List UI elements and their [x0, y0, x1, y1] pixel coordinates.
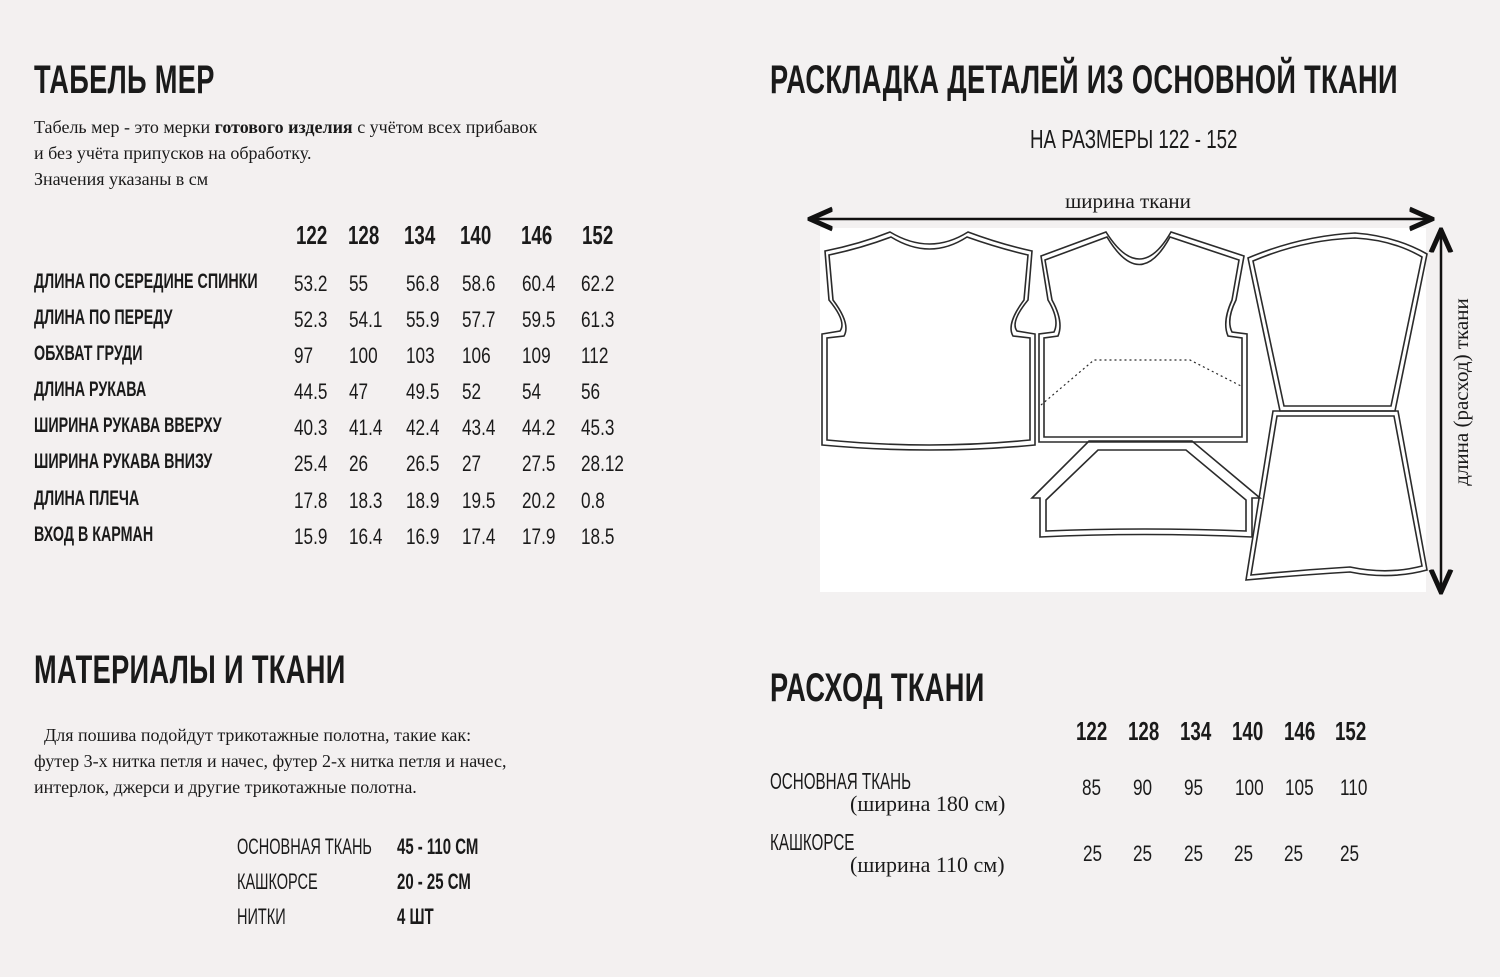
measure-value: 26.5 — [406, 451, 440, 476]
measure-value: 56.8 — [406, 271, 440, 296]
measure-label: ОБХВАТ ГРУДИ — [34, 342, 143, 365]
measure-label: ДЛИНА РУКАВА — [34, 378, 147, 401]
fabric-length-label: длина (расход) ткани — [1449, 298, 1473, 486]
measure-label: ВХОД В КАРМАН — [34, 523, 154, 546]
consumption-value: 25 — [1284, 841, 1304, 866]
measure-value: 20.2 — [522, 488, 556, 513]
consumption-value: 110 — [1340, 775, 1368, 800]
consumption-label: КАШКОРСЕ — [770, 829, 855, 855]
material-label: ОСНОВНАЯ ТКАНЬ — [237, 834, 372, 859]
measure-value: 55 — [349, 271, 369, 296]
measure-value: 54 — [522, 379, 542, 404]
measure-value: 17.4 — [462, 524, 496, 549]
size-header: 146 — [1284, 716, 1316, 746]
measure-value: 106 — [462, 343, 491, 368]
size-header: 140 — [1232, 716, 1264, 746]
material-label: КАШКОРСЕ — [237, 869, 318, 894]
measure-value: 100 — [349, 343, 378, 368]
measure-value: 19.5 — [462, 488, 496, 513]
measure-value: 59.5 — [522, 307, 556, 332]
size-header: 152 — [582, 220, 614, 250]
consumption-value: 95 — [1184, 775, 1204, 800]
measure-label: ДЛИНА ПЛЕЧА — [34, 487, 140, 510]
size-header: 152 — [1335, 716, 1367, 746]
measure-value: 18.5 — [581, 524, 615, 549]
material-value: 20 - 25 СМ — [397, 869, 471, 894]
measure-value: 27.5 — [522, 451, 556, 476]
measure-value: 16.9 — [406, 524, 440, 549]
measure-value: 18.9 — [406, 488, 440, 513]
consumption-value: 105 — [1285, 775, 1314, 800]
measure-label: ДЛИНА ПО ПЕРЕДУ — [34, 306, 173, 329]
fabric-width-label: ширина ткани — [1065, 189, 1191, 213]
measure-value: 58.6 — [462, 271, 496, 296]
measure-value: 41.4 — [349, 415, 383, 440]
right-page — [730, 0, 1500, 977]
consumption-value: 85 — [1082, 775, 1102, 800]
consumption-title: РАСХОД ТКАНИ — [770, 666, 985, 710]
measure-value: 55.9 — [406, 307, 440, 332]
measure-value: 15.9 — [294, 524, 328, 549]
size-header: 122 — [296, 220, 328, 250]
measures-title: ТАБЕЛЬ МЕР — [34, 58, 215, 102]
measure-value: 47 — [349, 379, 369, 404]
consumption-label: ОСНОВНАЯ ТКАНЬ — [770, 768, 912, 794]
layout-subtitle: НА РАЗМЕРЫ 122 - 152 — [1030, 124, 1238, 154]
measure-value: 52.3 — [294, 307, 328, 332]
measure-value: 45.3 — [581, 415, 615, 440]
measure-value: 18.3 — [349, 488, 383, 513]
left-page — [0, 0, 730, 977]
consumption-note: (ширина 180 см) — [850, 791, 1006, 816]
measure-value: 44.2 — [522, 415, 556, 440]
measure-value: 25.4 — [294, 451, 328, 476]
measure-value: 60.4 — [522, 271, 556, 296]
materials-text-line2: футер 3-х нитка петля и начес, футер 2-х нитка петля и начес, — [34, 751, 507, 771]
consumption-note: (ширина 110 см) — [850, 852, 1005, 877]
measure-value: 112 — [581, 343, 609, 368]
material-value: 4 ШТ — [397, 904, 434, 929]
size-header: 140 — [460, 220, 492, 250]
measure-value: 40.3 — [294, 415, 328, 440]
consumption-value: 25 — [1133, 841, 1153, 866]
measure-value: 17.9 — [522, 524, 556, 549]
measure-value: 62.2 — [581, 271, 615, 296]
measure-value: 42.4 — [406, 415, 440, 440]
measure-value: 53.2 — [294, 271, 328, 296]
measure-value: 43.4 — [462, 415, 496, 440]
consumption-value: 25 — [1234, 841, 1254, 866]
measure-label: ДЛИНА ПО СЕРЕДИНЕ СПИНКИ — [34, 270, 258, 293]
consumption-value: 25 — [1083, 841, 1103, 866]
fabric-area — [820, 228, 1426, 592]
measure-value: 49.5 — [406, 379, 440, 404]
materials-text-line1: Для пошива подойдут трикотажные полотна, такие как: — [44, 725, 472, 745]
measure-label: ШИРИНА РУКАВА ВВЕРХУ — [34, 414, 222, 437]
measures-intro-line1: Табель мер - это мерки готового изделия с учётом всех прибавок — [34, 117, 538, 137]
material-label: НИТКИ — [237, 904, 286, 929]
measure-value: 28.12 — [581, 451, 624, 476]
cutting-layout-diagram — [730, 180, 1500, 600]
consumption-value: 25 — [1184, 841, 1204, 866]
measure-value: 17.8 — [294, 488, 328, 513]
measure-label: ШИРИНА РУКАВА ВНИЗУ — [34, 450, 213, 473]
measure-value: 97 — [294, 343, 314, 368]
consumption-value: 25 — [1340, 841, 1360, 866]
measures-intro-line2: и без учёта припусков на обработку. — [34, 143, 312, 163]
measures-intro-line3: Значения указаны в см — [34, 169, 209, 189]
measure-value: 16.4 — [349, 524, 383, 549]
measure-value: 27 — [462, 451, 482, 476]
measure-value: 103 — [406, 343, 435, 368]
size-header: 122 — [1076, 716, 1108, 746]
measure-value: 56 — [581, 379, 601, 404]
measure-value: 44.5 — [294, 379, 328, 404]
measure-value: 109 — [522, 343, 551, 368]
size-header: 146 — [521, 220, 553, 250]
measure-value: 61.3 — [581, 307, 615, 332]
measure-value: 0.8 — [581, 488, 605, 513]
measure-value: 57.7 — [462, 307, 496, 332]
size-header: 134 — [404, 220, 436, 250]
materials-text-line3: интерлок, джерси и другие трикотажные полотна. — [34, 777, 417, 797]
consumption-value: 90 — [1133, 775, 1153, 800]
material-value: 45 - 110 СМ — [397, 834, 479, 859]
size-header: 128 — [348, 220, 380, 250]
consumption-value: 100 — [1235, 775, 1264, 800]
layout-title: РАСКЛАДКА ДЕТАЛЕЙ ИЗ ОСНОВНОЙ ТКАНИ — [770, 58, 1398, 102]
materials-title: МАТЕРИАЛЫ И ТКАНИ — [34, 648, 346, 692]
size-header: 128 — [1128, 716, 1160, 746]
measure-value: 52 — [462, 379, 482, 404]
size-header: 134 — [1180, 716, 1212, 746]
measure-value: 54.1 — [349, 307, 383, 332]
measure-value: 26 — [349, 451, 369, 476]
